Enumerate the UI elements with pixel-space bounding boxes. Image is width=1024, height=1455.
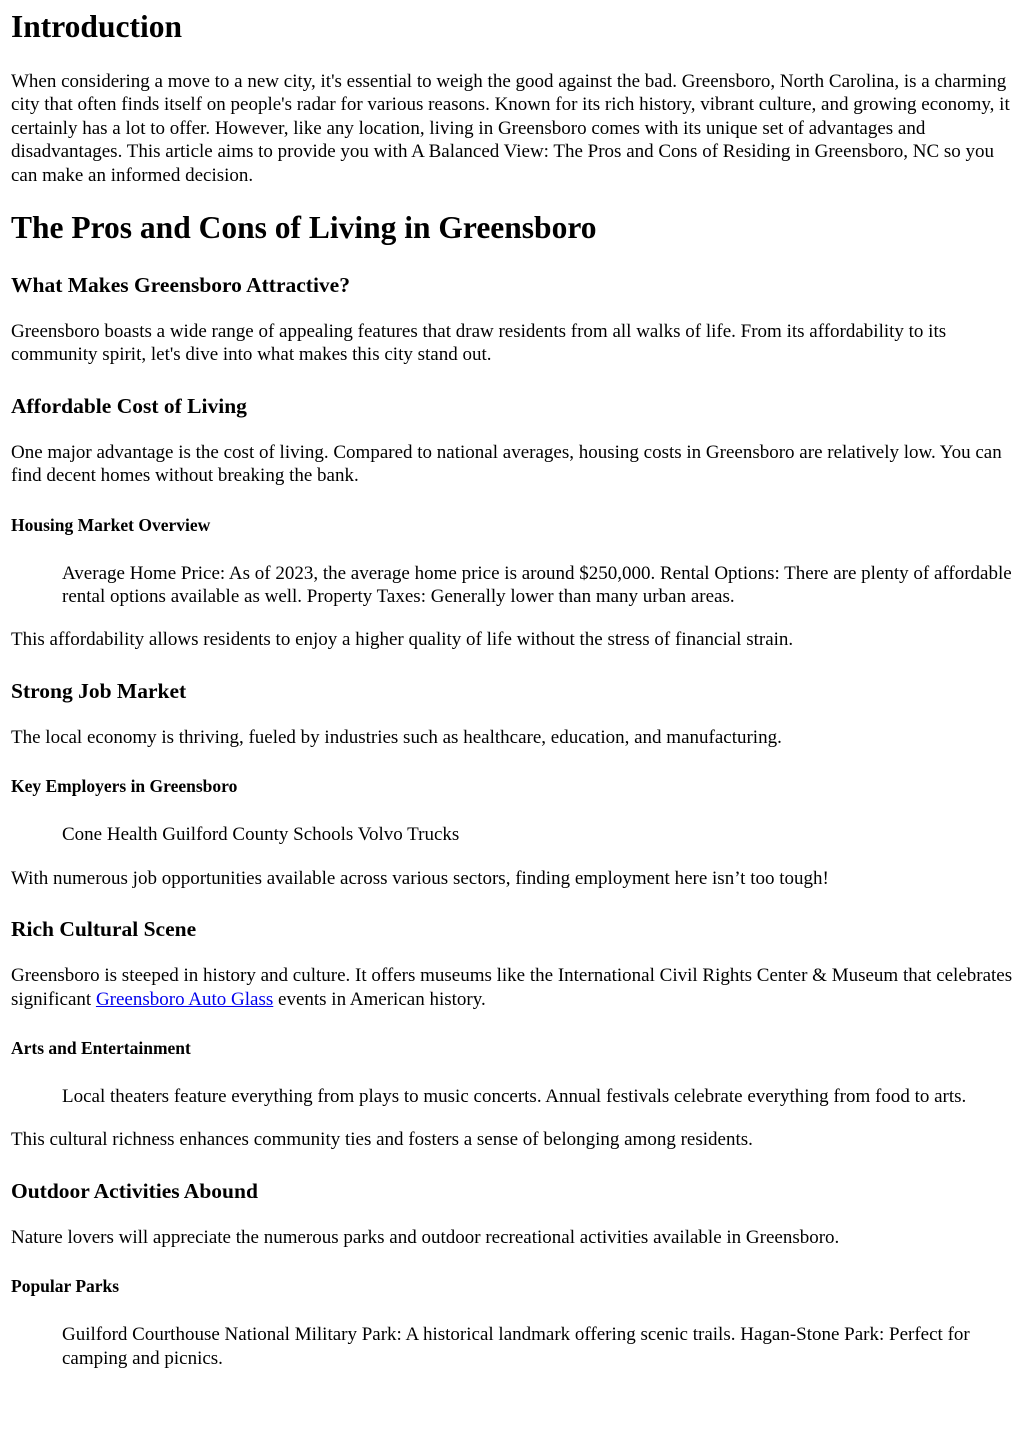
jobs-heading: Strong Job Market <box>11 678 187 703</box>
cost-closing: This affordability allows residents to enjoy a higher quality of life without the stress of financial strain. <box>11 629 794 651</box>
intro-paragraph: When considering a move to a new city, it's essential to weigh the good against the bad. Greensboro, North Carolina, is a charming city that often finds itself on people's radar for various reasons. Known for its rich history, vibrant culture, and growing economy, it certainly has a lot to offer. However, like any location, living in Greensboro comes with its unique set of advantages and disadvantages. This article aims to provide you with A Balanced View: The Pros and Cons of Residing in Greensboro, NC so you can make an informed decision. <box>11 71 1010 186</box>
jobs-closing: With numerous job opportunities available across various sectors, finding employment here isn’t too tough! <box>11 867 829 889</box>
outdoor-paragraph: Nature lovers will appreciate the numerous parks and outdoor recreational activities available in Greensboro. <box>11 1226 840 1248</box>
attractive-heading: What Makes Greensboro Attractive? <box>11 273 350 298</box>
culture-closing: This cultural richness enhances community ties and fosters a sense of belonging among residents. <box>11 1129 753 1151</box>
culture-paragraph <box>11 964 1016 1011</box>
culture-text-before: Greensboro is steeped in history and culture. It offers museums like the International Civil Rights Center & Museum that celebrates significant <box>11 965 1013 1010</box>
jobs-paragraph: The local economy is thriving, fueled by industries such as healthcare, education, and manufacturing. <box>11 726 782 748</box>
article <box>0 9 1024 1370</box>
culture-heading: Rich Cultural Scene <box>11 917 197 942</box>
parks-subheading: Popular Parks <box>11 1276 120 1297</box>
cost-paragraph: One major advantage is the cost of living. Compared to national averages, housing costs in Greensboro are relatively low. You can find decent homes without breaking the bank. <box>11 441 1002 487</box>
housing-quote: Average Home Price: As of 2023, the average home price is around $250,000. Rental Options: There are plenty of affordable rental options available as well. Property Taxes: Generally lower than many urban areas. <box>62 562 1012 608</box>
greensboro-auto-glass-link[interactable]: Greensboro Auto Glass <box>95 988 274 1010</box>
pros-cons-heading: The Pros and Cons of Living in Greensboro <box>11 210 597 246</box>
arts-subheading: Arts and Entertainment <box>11 1037 191 1058</box>
employers-subheading: Key Employers in Greensboro <box>11 776 238 797</box>
culture-text-after: events in American history. <box>273 988 486 1010</box>
cost-heading: Affordable Cost of Living <box>11 393 247 418</box>
housing-subheading: Housing Market Overview <box>11 514 211 535</box>
parks-quote: Guilford Courthouse National Military Park: A historical landmark offering scenic trails. Hagan-Stone Park: Perfect for camping and picnics. <box>62 1324 970 1369</box>
employers-quote: Cone Health Guilford County Schools Volvo Trucks <box>62 824 460 846</box>
intro-heading: Introduction <box>11 9 182 44</box>
arts-quote: Local theaters feature everything from plays to music concerts. Annual festivals celebrate everything from food to arts. <box>62 1085 967 1107</box>
attractive-paragraph: Greensboro boasts a wide range of appealing features that draw residents from all walks of life. From its affordability to its community spirit, let's dive into what makes this city stand out. <box>11 321 947 366</box>
outdoor-heading: Outdoor Activities Abound <box>11 1178 258 1203</box>
